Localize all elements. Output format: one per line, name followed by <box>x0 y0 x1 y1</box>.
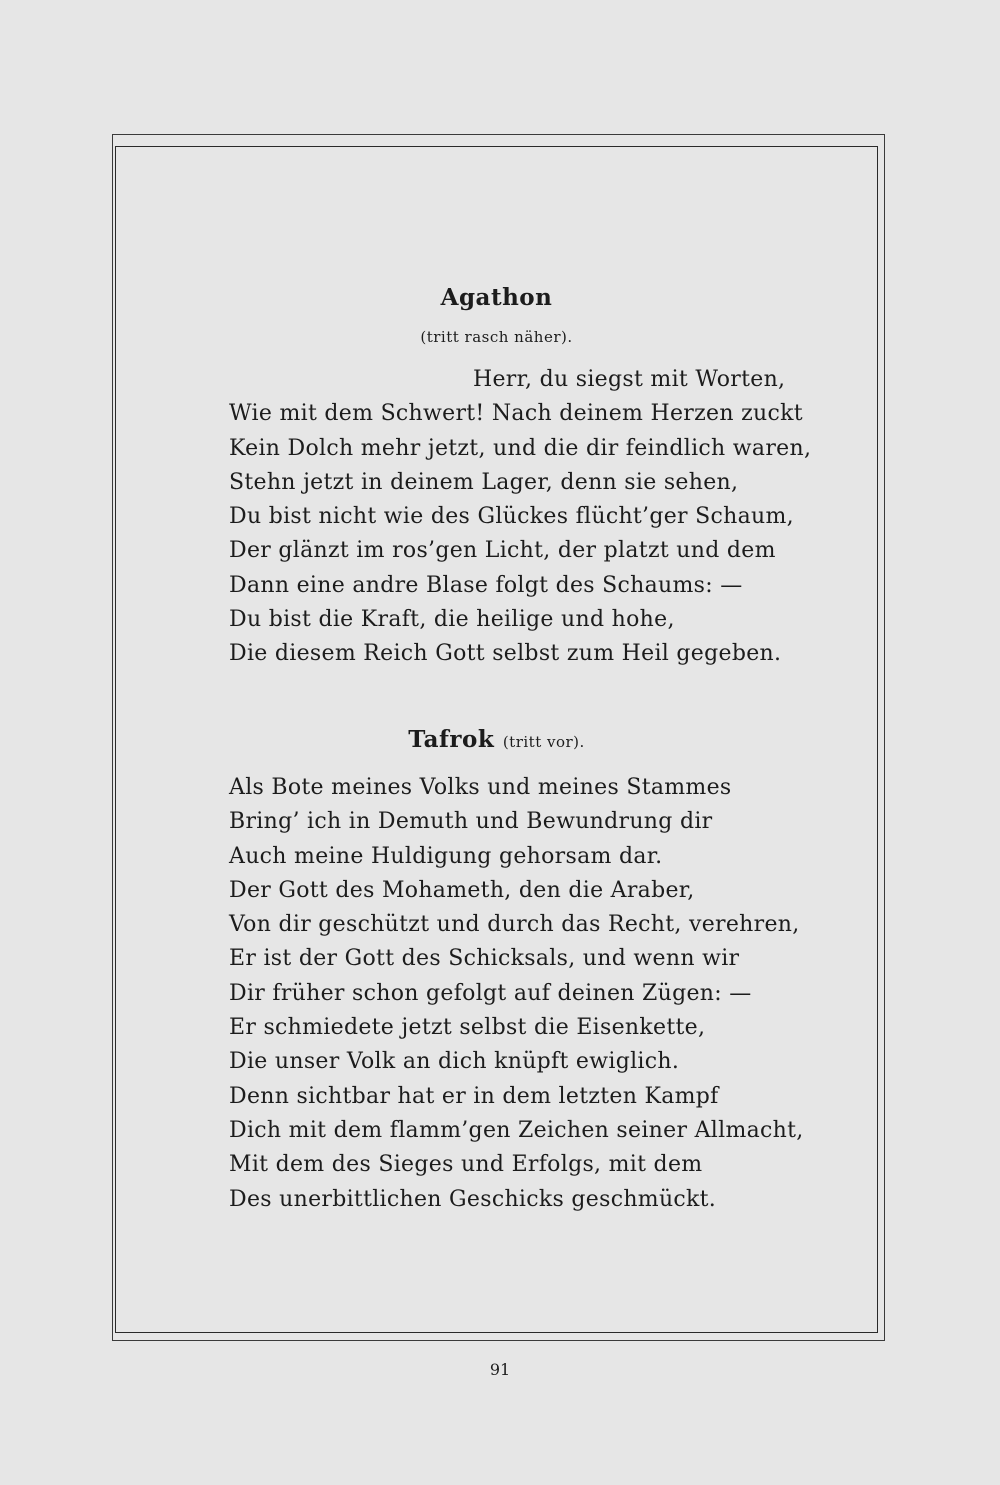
verse-line: Du bist die Kraft, die heilige und hohe, <box>229 607 675 633</box>
verse-line: Wie mit dem Schwert! Nach deinem Herzen zuckt <box>229 401 803 427</box>
page-number: 91 <box>489 1360 511 1379</box>
verse-line: Er schmiedete jetzt selbst die Eisenkette, <box>229 1015 706 1041</box>
verse-line: Der Gott des Mohameth, den die Araber, <box>229 877 695 903</box>
verse-line: Dir früher schon gefolgt auf deinen Zügen: — <box>229 980 752 1006</box>
speech-agathon <box>229 363 811 672</box>
verse-line: Bring’ ich in Demuth und Bewundrung dir <box>229 809 713 835</box>
stage-direction-agathon: (tritt rasch näher). <box>420 328 573 346</box>
stage-direction-tafrok: (tritt vor). <box>502 733 585 751</box>
verse-line: Du bist nicht wie des Glückes flücht’ger Schaum, <box>229 504 794 530</box>
speech-tafrok <box>229 771 804 1217</box>
verse-line: Denn sichtbar hat er in dem letzten Kampf <box>229 1083 719 1109</box>
verse-line: Herr, du siegst mit Worten, <box>473 367 786 392</box>
speaker-agathon: Agathon <box>440 284 553 311</box>
verse-line: Die diesem Reich Gott selbst zum Heil gegeben. <box>229 641 782 667</box>
verse-line: Mit dem des Sieges und Erfolgs, mit dem <box>229 1152 703 1178</box>
verse-line: Die unser Volk an dich knüpft ewiglich. <box>229 1049 680 1075</box>
verse-line: Des unerbittlichen Geschicks geschmückt. <box>229 1186 717 1212</box>
verse-line: Stehn jetzt in deinem Lager, denn sie sehen, <box>229 469 739 495</box>
verse-line: Als Bote meines Volks und meines Stammes <box>229 775 732 800</box>
verse-line: Dich mit dem flamm’gen Zeichen seiner Allmacht, <box>229 1117 804 1143</box>
speaker-tafrok: Tafrok <box>408 726 495 753</box>
verse-line: Dann eine andre Blase folgt des Schaums: — <box>229 572 743 598</box>
verse-line: Der glänzt im ros’gen Licht, der platzt und dem <box>229 538 776 564</box>
verse-line: Kein Dolch mehr jetzt, und die dir feindlich waren, <box>229 435 812 461</box>
speaker-heading-tafrok <box>115 726 878 753</box>
verse-line: Auch meine Huldigung gehorsam dar. <box>229 843 663 869</box>
verse-line: Von dir geschützt und durch das Recht, verehren, <box>229 912 800 938</box>
verse-line: Er ist der Gott des Schicksals, und wenn wir <box>229 946 740 972</box>
